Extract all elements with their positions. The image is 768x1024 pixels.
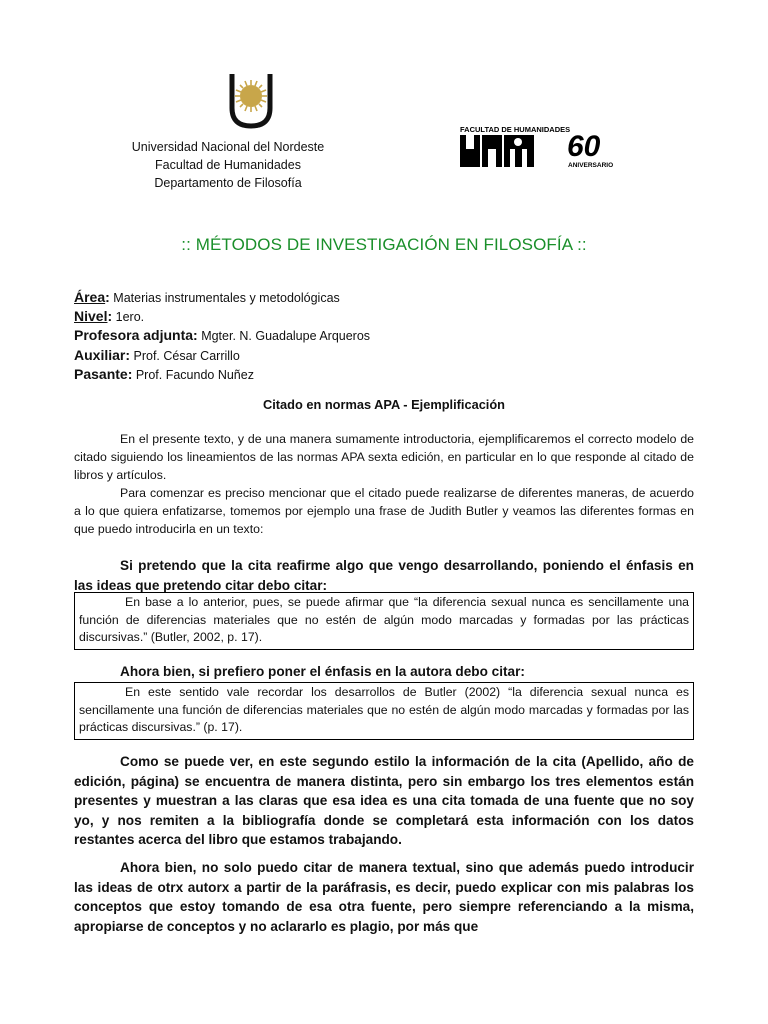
department-name: Departamento de Filosofía [154, 176, 302, 190]
university-name: Universidad Nacional del Nordeste [131, 140, 325, 154]
example-heading-2: Ahora bien, si prefiero poner el énfasis en la autora debo citar: [120, 664, 525, 679]
meta-label: Auxiliar: [74, 346, 131, 363]
meta-label: Nivel [74, 308, 108, 325]
logo-faculty-text: FACULTAD DE HUMANIDADES [460, 125, 571, 134]
meta-level: Nivel: 1ero. [74, 308, 145, 325]
logo-number: 60 [567, 130, 601, 163]
course-title: :: MÉTODOS DE INVESTIGACIÓN EN FILOSOFÍA :: [181, 235, 587, 254]
meta-intern [74, 365, 370, 384]
meta-label: Profesora adjunta: [74, 327, 198, 344]
meta-professor [74, 326, 370, 345]
quote-box-2: En este sentido vale recordar los desarrollos de Butler (2002) “la diferencia sexual nunca es sencillamente una función de diferencias materiales que no estén de algún modo marcadas y formadas por las prácticas discursivas.” (p. 17). [74, 682, 694, 740]
meta-value: Prof. César Carrillo [133, 348, 240, 363]
example-heading-1: Si pretendo que la cita reafirme algo que vengo desarrollando, poniendo el énfasis en las ideas que pretendo citar debo citar: [74, 558, 694, 593]
meta-value: Mgter. N. Guadalupe Arqueros [201, 329, 371, 344]
meta-label: Área [74, 289, 106, 305]
section-subtitle: Citado en normas APA - Ejemplificación [263, 397, 505, 412]
explanation-paragraph: Como se puede ver, en este segundo estilo la información de la cita (Apellido, año de edición, página) se encuentra de manera distinta, pero sin embargo los tres elementos están presentes y muestran a las claras que esa idea es una cita tomada de una fuente que no soy yo, y nos remiten a la bibliografía donde se completará esta información con los datos restantes acerca del libro que estamos trabajando. [74, 754, 694, 847]
institution-block [108, 138, 348, 192]
meta-label: Pasante: [74, 365, 133, 382]
course-meta [74, 288, 370, 384]
meta-value: 1ero. [115, 310, 145, 325]
meta-area: Área: Materias instrumentales y metodológicas [74, 289, 340, 305]
humanidades-60-aniversario-logo [458, 124, 618, 170]
meta-value: Materias instrumentales y metodológicas [113, 291, 340, 305]
paraphrase-paragraph: Ahora bien, no solo puedo citar de manera textual, sino que además puedo introducir las ideas de otrx autorx a partir de la paráfrasis, es decir, puedo explicar con mis palabras los conceptos que estoy tomando de esa otra fuente, pero siempre referenciando a la misma, apropiarse de conceptos y no aclararlo es plagio, por más que [74, 860, 694, 934]
quote-box-1: En base a lo anterior, pues, se puede afirmar que “la diferencia sexual nunca es sencillamente una función de diferencias materiales que no estén de algún modo marcadas y formadas por las prácticas discursivas.” (Butler, 2002, p. 17). [74, 592, 694, 650]
faculty-name: Facultad de Humanidades [155, 158, 301, 172]
unne-logo-icon [226, 72, 276, 130]
intro-paragraph: En el presente texto, y de una manera sumamente introductoria, ejemplificaremos el correcto modelo de citado siguiendo los lineamientos de las normas APA sexta edición, en particular en lo que responde al citado de libros y artículos. [74, 432, 694, 482]
logo-anniversary-text: ANIVERSARIO [568, 162, 614, 169]
meta-value: Prof. Facundo Nuñez [135, 367, 254, 382]
meta-assistant [74, 346, 370, 365]
context-paragraph: Para comenzar es preciso mencionar que el citado puede realizarse de diferentes maneras, de acuerdo a lo que quiera enfatizarse, tomemos por ejemplo una frase de Judith Butler y veamos las diferentes formas en que puedo introducirla en un texto: [74, 486, 694, 536]
